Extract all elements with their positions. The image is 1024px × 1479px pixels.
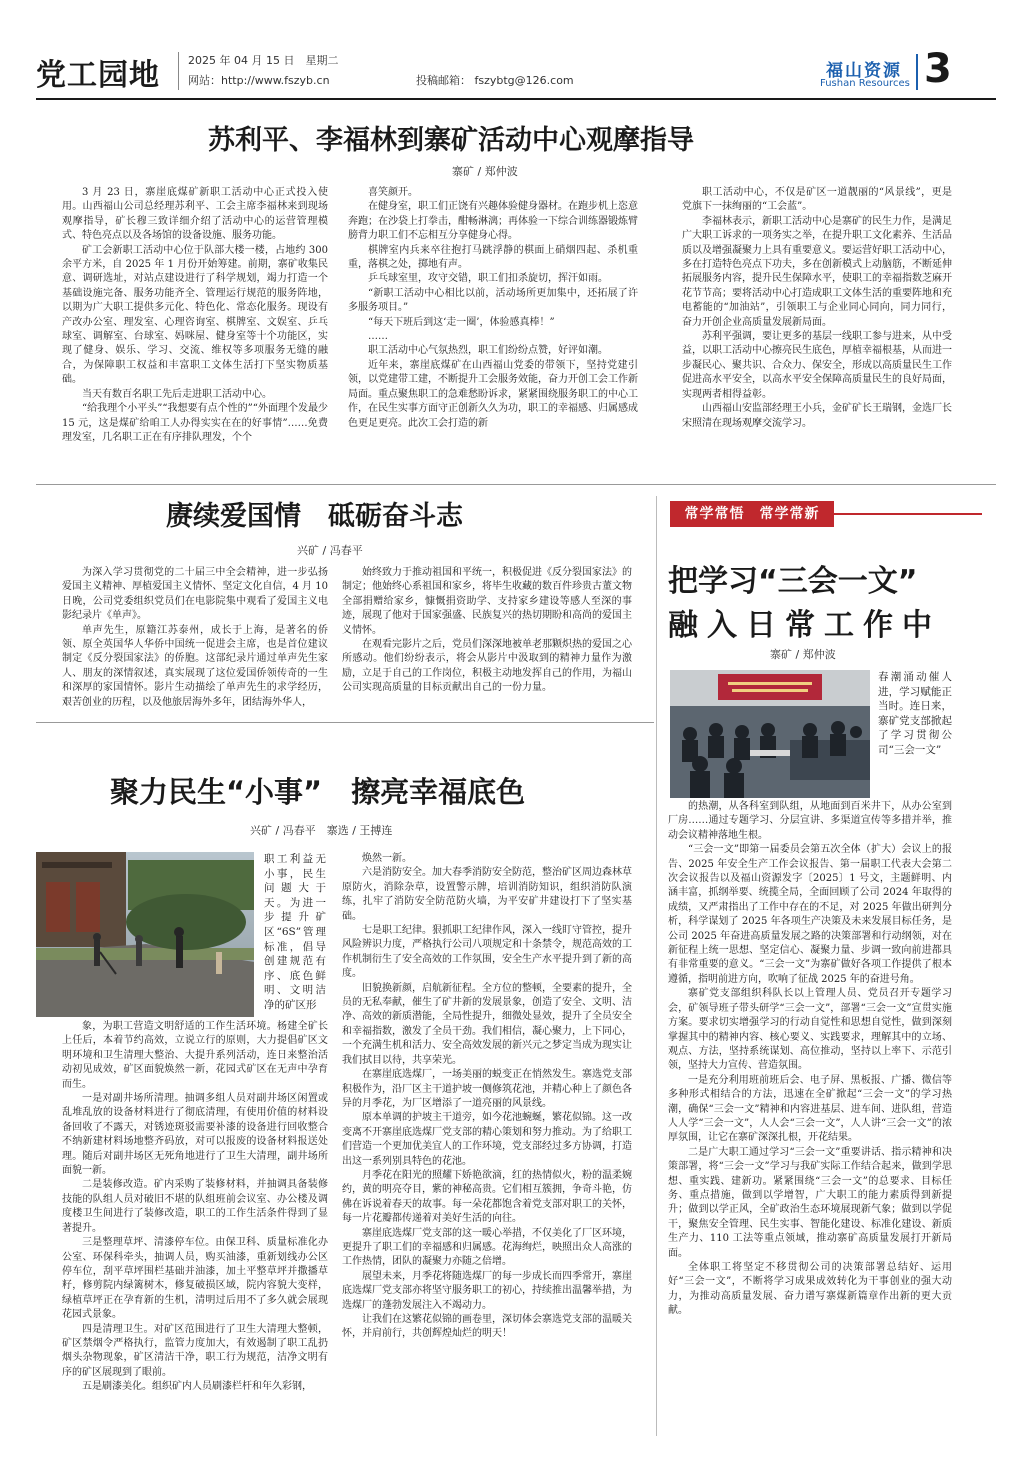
article1-byline: 寨矿 / 郑仲波 xyxy=(452,165,518,178)
paragraph: 在寨崖底选煤厂，一场美丽的蜕变正在悄然发生。寨选党支部积极作为，沿厂区主干道护坡一侧修筑花池，并精心种上了颜色各异的月季花，为厂区增添了一道亮丽的风景线。 xyxy=(342,1069,632,1109)
section-title: 党工园地 xyxy=(36,58,160,93)
masthead xyxy=(36,48,996,100)
paragraph: 的热潮，从各科室到队组，从地面到百米井下，从办公室到厂房……通过专题学习、分层宣讲、多渠道宣传等多措并举，推动会议精神落地生根。 xyxy=(668,801,952,841)
article2-col2 xyxy=(342,566,632,716)
paragraph: “新职工活动中心相比以前，活动场所更加集中，还拓展了许多服务项目。” xyxy=(348,287,638,314)
article1-col2 xyxy=(348,186,638,476)
paragraph: 棋牌室内兵来卒往抱打马跳浮静的棋面上硝烟四起、杀机重重，落棋之处，掷地有声。 xyxy=(348,244,638,271)
page-number: 3 xyxy=(924,46,952,92)
article3-photo xyxy=(36,852,254,1017)
paragraph: “给我理个小平头”“我想要有点个性的”“外面理个发最少 15 元，这是煤矿给咱工人办得实实在在的好事情”……免费理发室，几名职工正在有序排队理发，个个 xyxy=(62,403,328,443)
paragraph: 三是整理草坪、清漆停车位。由保卫科、质量标准化办公室、环保科牵头，抽调人员，购买油漆，重新划线办公区停车位，刮平草坪围栏基础并油漆，加土平整草坪并撒播草籽，修剪院内绿篱树木，修复破损区域，院内容貌大变样，绿植草坪正在孕育新的生机，清明过后用不了多久就会展现花园式景象。 xyxy=(62,1237,328,1321)
website: 网站：http://www.fszyb.cn xyxy=(188,74,330,87)
article2-byline: 兴矿 / 冯春平 xyxy=(297,544,363,557)
paragraph: 李福林表示，新职工活动中心是寨矿的民生力作，是满足广大职工诉求的一项务实之举，在提升职工文化素养、生活品质以及增强凝聚力上具有重要意义。要运营好职工活动中心，多在打造特色亮点下功夫，多在创新模式上动脑筋，不断延伸拓展服务内容，提升民生保障水平，使职工的幸福指数芝麻开花节节高；要将活动中心打造成职工文体生活的重要阵地和充电蓄能的“加油站”，引领职工与企业同心同向，同力同行，奋力开创企业高质量发展新局面。 xyxy=(682,215,952,328)
column-divider xyxy=(656,496,657,1436)
paragraph: 六是消防安全。加大春季消防安全防范，整治矿区周边森林草原防火，消除杂草，设置警示牌，培训消防知识，组织消防队演练，扎牢了消防安全防范防火墙，为平安矿井建设打下了坚实基础。 xyxy=(342,867,632,922)
article1-title: 苏利平、李福林到寨矿活动中心观摩指导 xyxy=(208,125,694,156)
article4-beside-photo: 春潮涌动催人进，学习赋能正当时。连日来，寨矿党支部掀起了学习贯彻公司“三会一文” xyxy=(878,671,952,756)
paragraph: 职工活动中心，不仅是矿区一道靓丽的“风景线”，更是党旗下一抹绚丽的“工会蓝”。 xyxy=(682,187,952,213)
paragraph: …… xyxy=(368,331,388,343)
brand-name-en: Fushan Resources xyxy=(820,78,910,89)
article2-title: 赓续爱国情 砥砺奋斗志 xyxy=(166,501,463,532)
article3-col2 xyxy=(342,852,632,1432)
paragraph: 旧貌换新颜，启航新征程。全方位的整顿，全要素的提升，全员的无私奉献，催生了矿井新的发展景象，创造了安全、文明、洁净、高效的新质潜能，全局性提升，细微处显效，提升了全员安全和幸福指数，激发了全员干劲。我们相信，凝心聚力，上下同心，一个充满生机和活力、安全高效发展的新兴元之梦定当成为现实让我们拭目以待，共享荣光。 xyxy=(342,982,632,1066)
paragraph: 让我们在这繁花似锦的画卷里，深切体会寨选党支部的温暖关怀，并肩前行，共创辉煌灿烂的明天！ xyxy=(342,1314,632,1340)
paragraph: 一是充分利用班前班后会、电子屏、黑板报、广播、微信等多种形式相结合的方法，迅速在全矿掀起“三会一文”的学习热潮，确保“三会一文”精神和内容进基层、进车间、进队组，营造人人学“三会一文”，人人会“三会一文”，人人讲“三会一文”的浓厚氛围，让它在寨矿深深扎根，开花结果。 xyxy=(668,1074,952,1144)
paragraph: 在健身室，职工们正饶有兴趣体验健身器材。在跑步机上恣意奔跑；在沙袋上打拳击，酣畅淋漓；再体验一下综合训练器锻炼臂膀背力职工们不忘相互分享健身心得。 xyxy=(348,201,638,242)
paragraph: 二是广大职工通过学习“三会一文”重要讲话、指示精神和决策部署，将“三会一文”学习与我矿实际工作结合起来，做到学思想、重实践、建新功。紧紧围绕“三会一文”的总要求、目标任务、重点措施，做到以学增智，广大职工的能力素质得到新提升；做到以学正风，全矿政治生态环境展现新气象；做到以学促干，聚焦安全管理、民生实事、智能化建设、标准化建设、新质生产力、110 工法等重点领域，推动寨矿高质量发展打开新局面。 xyxy=(668,1146,952,1259)
paragraph: 3 月 23 日，寨崖底煤矿新职工活动中心正式投入使用。山西福山公司总经理苏利平、工会主席李福林来到现场观摩指导，矿长穆三致详细介绍了活动中心的运营管理模式、特色亮点以及各场馆的设备设施、服务功能。 xyxy=(62,187,328,242)
section-divider xyxy=(36,484,996,485)
article3-byline: 兴矿 / 冯春平 寨选 / 王搏连 xyxy=(250,824,393,837)
paragraph: 全体职工将坚定不移贯彻公司的决策部署总结好、运用好“三会一文”，不断将学习成果成效转化为干事创业的强大动力，为推动高质量发展、奋力谱写寨煤新篇章作出新的更大贡献。 xyxy=(668,1262,952,1317)
brand-divider xyxy=(916,54,918,90)
paragraph: 象，为职工营造文明舒适的工作生活环境。杨建全矿长上任后，本着节约高效，立说立行的原则，大力提倡矿区文明环境和卫生清理大整治、大提升系列活动，连日来整治活动初见成效，矿区面貌焕然一新，花园式矿区在无声中孕育而生。 xyxy=(62,1021,328,1090)
paragraph: 焕然一新。 xyxy=(362,853,412,864)
paragraph: “三会一文”即第一届委员会第五次全体（扩大）会议上的报告、2025 年安全生产工作会议报告、第一届职工代表大会第二次会议报告以及福山资源发字〔2025〕1 号文，主题鲜明、内涵丰富，抓纲举要、统揽全局，全面回顾了公司 2024 年取得的成绩，又严肃指出了工作中存在的不足，对 2025 年做出研判分析，科学谋划了 2025 年各项生产决策及未来发展目标任务，是公司 2025 年奋进高质量发展之路的决策部署和行动纲领，对在新征程上统一思想、坚定信心、凝聚力量、步调一致向前进都具有非常重要的意义。“三会一文”为寨矿做好各项工作提供了根本遵循，指明前进方向，吹响了征战 2025 年的奋进号角。 xyxy=(668,844,952,985)
paragraph: 七是职工纪律。狠抓职工纪律作风，深入一线盯守管控，提升风险辨识力度，严格执行公司八项规定和十条禁令，规范高效的工作机制衍生了安全高效的工作氛围，安全生产水平提升到了新的高度。 xyxy=(342,925,632,980)
paragraph: 原本单调的护坡主干道旁，如今花池蜿蜒，繁花似锦。这一改变离不开寨崖底选煤厂党支部的精心策划和努力推动。为了给职工们营造一个更加优美宜人的工作环境，党支部经过多方协调，打造出这一系列别具特色的花池。 xyxy=(342,1112,632,1167)
paragraph: 始终致力于推动祖国和平统一，积极促进《反分裂国家法》的制定；他始终心系祖国和家乡，将毕生收藏的数百件珍贵古董文物全部捐赠给家乡，慷慨捐资助学、支持家乡建设等感人至深的事迹，展现了他对于国家强盛、民族复兴的热切期盼和高尚的爱国主义情怀。 xyxy=(342,567,632,636)
paragraph: 单声先生，原籍江苏泰州，成长于上海，是著名的侨领、原全英国华人华侨中国统一促进会主席，也是首位建议制定《反分裂国家法》的侨胞。这部纪录片通过单声先生家人、朋友的深情叙述，真实展现了这位爱国侨领传奇的一生和深厚的家国情怀。影片生动描绘了单声先生的求学经历，艰苦创业的历程，以及他旅居海外多年，团结海外华人， xyxy=(62,624,328,708)
paragraph: 五是刷漆美化。组织矿内人员刷漆栏杆和年久彩钢， xyxy=(82,1381,312,1393)
paragraph: 苏利平强调，要让更多的基层一线职工参与进来，从中受益，以职工活动中心擦亮民生底色，厚植幸福根基，从而进一步凝民心、聚共识、合众力、保安全，形成以高质量民生工作促进高水平安全，以高水平安全保障高质量民生的良好局面，实现两者相得益彰。 xyxy=(682,331,952,400)
article2-col1 xyxy=(62,566,328,716)
submission-email: 投稿邮箱： fszybtg@126.com xyxy=(416,74,574,87)
paragraph: 展望未来，月季花将随选煤厂的每一步成长而四季常开，寨崖底选煤厂党支部亦将坚守服务职工的初心，持续推出温馨举措，为选煤厂的蓬勃发展注入不竭动力。 xyxy=(342,1270,632,1311)
paragraph: 一是对副井场所清理。抽调多组人员对副井场区闲置或乱堆乱放的设备材料进行了彻底清理，有使用价值的材料设备回收了不露天，对锈迹斑驳需要补漆的设备进行回收整合不纳新建材料场地整齐码放，对可以报废的设备材料报送处理。随后对副井场区无死角地进行了卫生大清理，副井场所面貌一新。 xyxy=(62,1093,328,1177)
masthead-divider xyxy=(178,52,179,90)
paragraph: 乒乓球室里，攻守交错，职工们扣杀旋切，挥汗如雨。 xyxy=(368,273,608,285)
article4-title-line2: 融入日常工作中 xyxy=(668,608,941,643)
paragraph: 职工活动中心气氛热烈，职工们纷纷点赞，好评如潮。 xyxy=(368,345,608,357)
paragraph: 近年来，寨崖底煤矿在山西福山党委的带领下，坚持党建引领，以党建带工建，不断提升工会服务效能，奋力开创工会工作新局面。重点聚焦职工的急难愁盼诉求，紧紧围绕服务职工的中心工作，在民生实事方面守正创新久久为功，职工的幸福感、归属感成色更足更亮。此次工会打造的新 xyxy=(348,359,638,429)
article3-col1 xyxy=(62,1020,328,1432)
paragraph: 四是清理卫生。对矿区范围进行了卫生大清理大整顿，矿区禁烟令严格执行，监管力度加大，有效遏制了职工乱扔烟头杂物现象，矿区清洁干净，职工行为规范，洁净文明有序的矿区展现到了眼前。 xyxy=(62,1323,328,1378)
paragraph: 寨崖底选煤厂党支部的这一暖心举措，不仅美化了厂区环境，更提升了职工们的幸福感和归属感。花海绚烂，映照出众人高涨的工作热情，团队的凝聚力亦随之倍增。 xyxy=(342,1227,632,1268)
paragraph: 山西福山安监部经理王小兵，金矿矿长王瑞钢，金选厂长宋照清在现场观摩交流学习。 xyxy=(682,403,952,429)
article3-col1-beside-photo: 职工利益无小事，民生问题大于天。为进一步提升矿区“6S”管理标准，倡导创建规范有序、底色鲜明、文明洁净的矿区形 xyxy=(264,853,326,1011)
article4-photo xyxy=(670,670,870,798)
paragraph: 寨矿党支部组织科队长以上管理人员、党员召开专题学习会，矿领导班子带头研学“三会一文”，部署“三会一文”宣贯实施方案。要求切实增强学习的行动自觉性和思想自觉性，做到深刻掌握其中的精神内容、核心要义、实践要求，理解其中的立场、观点、方法，坚持系统谋划、高位推动，坚持以上率下、示范引领，坚持大力宣传、营造氛围。 xyxy=(668,988,952,1072)
column-banner: 常学常悟 常学常新 xyxy=(670,501,834,527)
banner-rule xyxy=(834,513,982,515)
article1-col1 xyxy=(62,186,328,476)
paragraph: 月季花在阳光的照耀下娇艳欲滴，红的热情似火，粉的温柔婉约，黄的明亮夺目，紫的神秘高贵。它们相互簇拥，争奇斗艳，仿佛在诉说着春天的故事。每一朵花都饱含着党支部对职工的关怀，每一片花瓣都传递着对美好生活的向往。 xyxy=(342,1169,632,1225)
section-divider xyxy=(36,722,654,723)
paragraph: “每天下班后到这‘走一圈’，体验感真棒！” xyxy=(368,316,555,328)
paragraph: 当天有数百名职工先后走进职工活动中心。 xyxy=(82,388,272,400)
article1-col3 xyxy=(682,186,952,476)
issue-date: 2025 年 04 月 15 日 星期二 xyxy=(188,54,339,67)
article4-byline: 寨矿 / 郑仲波 xyxy=(770,648,836,661)
paragraph: 在观看完影片之后，党员们深深地被单老那颗炽热的爱国之心所感动。他们纷纷表示，将会从影片中汲取到的精神力量作为激励，立足于自己的工作岗位，积极主动地发挥自己的作用，为福山公司实现高质量的目标贡献出自己的一份力量。 xyxy=(342,639,632,694)
paragraph: 矿工会新职工活动中心位于队部大楼一楼，占地约 300 余平方米，自 2025 年 1 月份开始筹建。前期，寨矿收集民意、调研选址，对站点建设进行了科学规划，竭力打造一个基础设施完备、服务功能齐全、管理运行规范的服务阵地，以期为广大职工提供多元化、特色化、常态化服务。现设有产改办公室、理发室、心理咨询室、棋牌室、文娱室、乒乓球室、调解室、台球室、妈咪屋、健身室等十个功能区，实现了健身、娱乐、学习、交流、维权等多项服务无缝的融合，为保障职工权益和丰富职工文体生活打下坚实物质基础。 xyxy=(62,244,328,386)
paragraph: 二是装修改造。矿内采购了装修材料，并抽调具备装修技能的队组人员对破旧不堪的队组班前会议室、办公楼及调度楼卫生间进行了装修改造，职工的工作生活条件得到了显著提升。 xyxy=(62,1179,328,1234)
article4-body xyxy=(668,800,952,1432)
paragraph: 喜笑颜开。 xyxy=(368,187,418,198)
article3-title: 聚力民生“小事” 擦亮幸福底色 xyxy=(110,775,526,809)
brand-name: 福山资源 xyxy=(826,61,902,81)
article4-title-line1: 把学习“三会一文” xyxy=(668,564,918,599)
paragraph: 为深入学习贯彻党的二十届三中全会精神，进一步弘扬爱国主义精神、厚植爱国主义情怀、坚定文化自信，4 月 10 日晚，公司党委组织党员们在电影院集中观看了爱国主义电影纪录片《单声》。 xyxy=(62,567,328,622)
